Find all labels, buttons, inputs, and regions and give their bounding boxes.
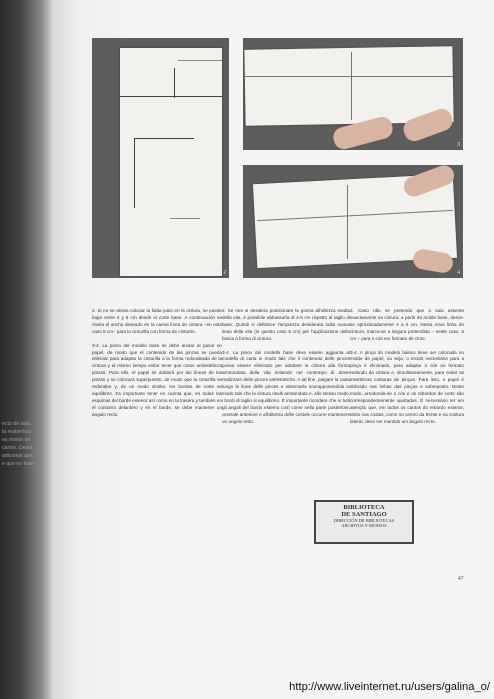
page-number: 47 [458, 576, 464, 582]
prev-line: ecto de saia, [2, 421, 32, 427]
pattern-line [120, 96, 222, 97]
paragraph: 3-4. La pince del modello base deve essere aggiunta al modello di carta in modo tale che il contenuto delle pinces possa essere eliminato per adattare la cintura alla forma arrotondata della vita evitando nel contempo di dover realizzare delle pinces antiestetiche. A tal fine, piegare la carta lungo le linee delle pinces e sistemarla sovrapponendola in modo tale che la cintura risulti arrotondata e, allo stesso modo, i bordi di taglio si equilibrino. È importante ricordare che in tutti gli angoli del bordo esterno così come nella parte posteriore, centrale anteriore e all'altezza delle costole occorre mantenere un angolo retto. [222, 349, 350, 424]
stamp-line: BIBLIOTECA [343, 504, 385, 511]
prev-line: es molde de [2, 437, 31, 443]
pattern-line [178, 60, 222, 61]
photo-step-2 [92, 38, 229, 278]
previous-page-text [0, 420, 52, 540]
pattern-paper [120, 48, 222, 276]
paragraph: 2. Caso não se pretenda que a saia assente exactamente na cintura, a partir do molde base, desce-se aproximadamente 4 a 6 cm. Nesta nova linha de cintura, marca-se a largura pretendida – neste caso, 6 cm – para o cós em formato de cinto. [350, 308, 464, 341]
prev-line: e que no fazer [2, 461, 36, 467]
pattern-line [174, 68, 175, 98]
prev-line: la reabertura [2, 429, 32, 435]
pattern-line [351, 52, 352, 120]
column-portuguese [350, 308, 464, 433]
watermark-url: http://www.liveinternet.ru/users/galina_o/ [289, 681, 490, 693]
photo-step-4 [243, 165, 463, 278]
prev-line: cartes. Desta [2, 445, 33, 451]
stamp-line: DE SANTIAGO [341, 511, 387, 518]
library-stamp [314, 500, 414, 544]
photo-number: 3 [457, 142, 460, 148]
stamp-line: DIRECCIÓN DE BIBLIOTECAS [333, 518, 395, 523]
paragraph: 2. Si no se desea colocar la falda justo en la cintura, se puede bajar entre 4 y 6 cm desde el corte base. A continuación se nivela el ancho deseado en la nueva línea de cintura –en este caso 6 cm– para la cinturilla con forma de cinturón. [92, 308, 222, 334]
photo-number: 4 [457, 270, 460, 276]
prev-line: adicional que [2, 453, 33, 459]
column-italian [222, 308, 350, 433]
book-page [52, 0, 494, 699]
photo-number: 2 [223, 270, 226, 276]
pattern-line [245, 76, 453, 77]
pattern-line [134, 138, 135, 208]
pattern-line [134, 138, 194, 139]
pattern-line [347, 185, 348, 259]
pattern-paper [244, 46, 453, 126]
column-spanish [92, 308, 222, 426]
paragraph: 3-4. La pinza del modelo base se debe anular al pasar en papel, de modo que el contenido de las pinzas se pueda eliminar para adaptar la cinturilla a la forma redondeada de la cintura y al mismo tiempo evitar tener que coser antiestéticos pinzas. Para ello, el papel se doblará por las líneas de las pinzas y se colocará superpuesto, de modo que la cinturilla se redondee y, de un modo similar, los bordes de corte se equilibren. Es importante tener en cuenta que, en todas las esquinas del borde exterior así como en la trasera y también en el contorno delantero y en el borde, se debe mantener un ángulo recto. [92, 342, 222, 417]
photo-step-3 [243, 38, 463, 150]
paragraph: 3-4. A pinça do modelo básico deve ser colocada no molde de papel, ou seja, o tecido necessário para a pinça é eliminado, para adaptar o cós ao formato redondo da cintura e, simultaneamente, para evitar as inestéticas costuras de pinças. Para isso, o papel é dobrado nas linhas das pinças e sobreposto. Deste modo, arredonda-se o cós e os rebordos de corte são correspondentemente ajustados. É necessário ter em atenção que, em todos os cantos do rebordo exterior, tanto nas costas, como no centro da frente e na costura lateral, deve ser mantido um ângulo recto. [350, 349, 464, 424]
stamp-line: ARCHIVOS Y MUSEOS [341, 523, 387, 528]
book-spine-shadow [0, 0, 52, 699]
pattern-line [170, 218, 200, 219]
paragraph: 2. Se non si desidera posizionare la gonna all'altezza esatta della vita, è possibile abbassarla di 4-6 cm rispetto al taglio di base. Quindi si definisce l'ampiezza desiderata sulla nuova linea della vita (in questo caso 6 cm) per l'applicazione della fascia a forma di cintura. [222, 308, 350, 341]
